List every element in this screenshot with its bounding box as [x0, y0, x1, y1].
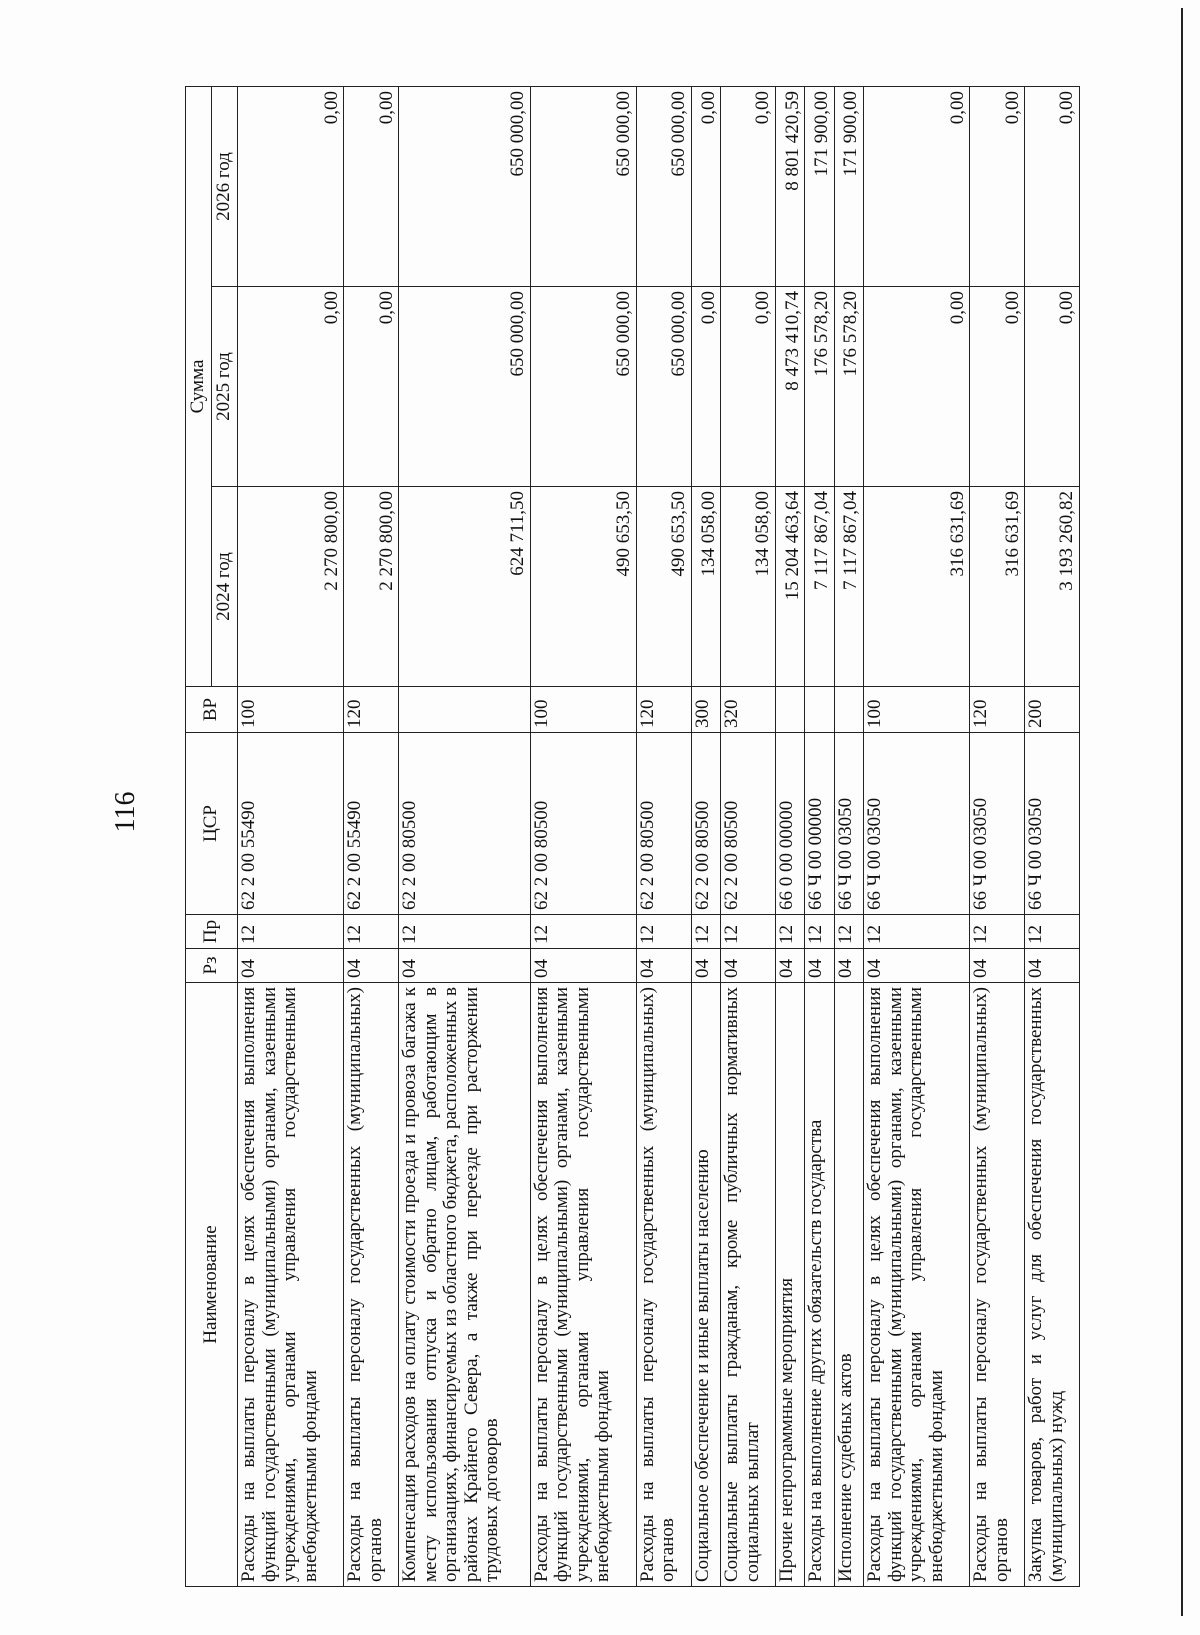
cell-2025: 650 000,00 [399, 287, 531, 487]
cell-2026: 8 801 420,59 [776, 87, 805, 287]
cell-rz: 04 [863, 949, 969, 983]
cell-rz: 04 [721, 949, 776, 983]
cell-name: Расходы на выплаты персоналу государственных (муниципальных) органов [970, 983, 1025, 1587]
cell-2024: 2 270 800,00 [238, 487, 344, 687]
cell-csr: 66 Ч 00 03050 [970, 733, 1025, 915]
cell-rz: 04 [691, 949, 720, 983]
cell-pr: 12 [530, 915, 636, 949]
page-number: 116 [110, 791, 141, 833]
header-sum: Сумма [186, 87, 212, 687]
cell-vr [805, 687, 834, 733]
cell-2025: 0,00 [238, 287, 344, 487]
header-vr: ВР [186, 687, 238, 733]
cell-rz: 04 [776, 949, 805, 983]
cell-2024: 7 117 867,04 [805, 487, 834, 687]
cell-2024: 316 631,69 [863, 487, 969, 687]
cell-vr: 120 [970, 687, 1025, 733]
cell-csr: 62 2 00 80500 [691, 733, 720, 915]
cell-pr: 12 [970, 915, 1025, 949]
table-row [721, 87, 776, 1587]
table-row [530, 87, 636, 1587]
cell-rz: 04 [636, 949, 691, 983]
cell-2024: 134 058,00 [691, 487, 720, 687]
cell-2025: 0,00 [344, 287, 399, 487]
cell-csr: 62 2 00 80500 [636, 733, 691, 915]
cell-name: Расходы на выплаты персоналу государственных (муниципальных) органов [344, 983, 399, 1587]
table-row [834, 87, 863, 1587]
cell-name: Закупка товаров, работ и услуг для обеспечения государственных (муниципальных) нужд [1025, 983, 1080, 1587]
cell-2025: 0,00 [691, 287, 720, 487]
cell-csr: 66 0 00 00000 [776, 733, 805, 915]
cell-2025: 8 473 410,74 [776, 287, 805, 487]
header-rz: Рз [186, 949, 238, 983]
cell-2026: 650 000,00 [530, 87, 636, 287]
cell-csr: 62 2 00 80500 [721, 733, 776, 915]
cell-rz: 04 [238, 949, 344, 983]
table-row [691, 87, 720, 1587]
cell-name: Расходы на выполнение других обязательств государства [805, 983, 834, 1587]
cell-rz: 04 [970, 949, 1025, 983]
cell-2026: 171 900,00 [834, 87, 863, 287]
cell-rz: 04 [834, 949, 863, 983]
cell-2025: 176 578,20 [834, 287, 863, 487]
cell-vr: 120 [344, 687, 399, 733]
cell-csr: 66 Ч 00 03050 [1025, 733, 1080, 915]
cell-2026: 0,00 [238, 87, 344, 287]
cell-2026: 0,00 [691, 87, 720, 287]
cell-csr: 66 Ч 00 03050 [863, 733, 969, 915]
cell-pr: 12 [238, 915, 344, 949]
cell-2026: 0,00 [970, 87, 1025, 287]
cell-pr: 12 [344, 915, 399, 949]
cell-2024: 15 204 463,64 [776, 487, 805, 687]
table-row [344, 87, 399, 1587]
cell-pr: 12 [399, 915, 531, 949]
cell-2026: 0,00 [1025, 87, 1080, 287]
cell-pr: 12 [691, 915, 720, 949]
cell-vr: 300 [691, 687, 720, 733]
header-2026: 2026 год [212, 87, 238, 287]
cell-pr: 12 [1025, 915, 1080, 949]
cell-rz: 04 [399, 949, 531, 983]
cell-csr: 66 Ч 00 00000 [805, 733, 834, 915]
table-body [238, 87, 1080, 1587]
cell-csr: 62 2 00 80500 [399, 733, 531, 915]
cell-2026: 0,00 [863, 87, 969, 287]
cell-vr [834, 687, 863, 733]
table-row [238, 87, 344, 1587]
table-row [1025, 87, 1080, 1587]
table-row [776, 87, 805, 1587]
cell-2026: 650 000,00 [636, 87, 691, 287]
cell-pr: 12 [834, 915, 863, 949]
cell-vr: 120 [636, 687, 691, 733]
cell-rz: 04 [805, 949, 834, 983]
margin-rule [1181, 8, 1183, 1616]
cell-name: Расходы на выплаты персоналу в целях обеспечения выполнения функций государственными (муниципальными) органами, казенными учреждениями, органами управления государственными внебюджетными фондами [238, 983, 344, 1587]
cell-2024: 2 270 800,00 [344, 487, 399, 687]
cell-2026: 0,00 [344, 87, 399, 287]
cell-vr [776, 687, 805, 733]
header-2025: 2025 год [212, 287, 238, 487]
table-row [636, 87, 691, 1587]
cell-2025: 0,00 [721, 287, 776, 487]
cell-pr: 12 [721, 915, 776, 949]
cell-name: Расходы на выплаты персоналу государственных (муниципальных) органов [636, 983, 691, 1587]
cell-2025: 0,00 [1025, 287, 1080, 487]
cell-pr: 12 [805, 915, 834, 949]
cell-name: Расходы на выплаты персоналу в целях обеспечения выполнения функций государственными (муниципальными) органами, казенными учреждениями, органами управления государственными внебюджетными фондами [863, 983, 969, 1587]
cell-2024: 490 653,50 [530, 487, 636, 687]
header-2024: 2024 год [212, 487, 238, 687]
cell-2025: 0,00 [970, 287, 1025, 487]
cell-2024: 490 653,50 [636, 487, 691, 687]
budget-table-sheet [185, 87, 1080, 1587]
cell-csr: 62 2 00 80500 [530, 733, 636, 915]
cell-2024: 7 117 867,04 [834, 487, 863, 687]
cell-2024: 134 058,00 [721, 487, 776, 687]
budget-table [185, 86, 1080, 1587]
header-pr: Пр [186, 915, 238, 949]
cell-2025: 650 000,00 [636, 287, 691, 487]
cell-2026: 171 900,00 [805, 87, 834, 287]
header-csr: ЦСР [186, 733, 238, 915]
cell-vr: 100 [238, 687, 344, 733]
cell-2024: 624 711,50 [399, 487, 531, 687]
cell-2024: 3 193 260,82 [1025, 487, 1080, 687]
cell-rz: 04 [1025, 949, 1080, 983]
cell-rz: 04 [530, 949, 636, 983]
cell-name: Компенсация расходов на оплату стоимости проезда и провоза багажа к месту использования отпуска и обратно лицам, работающим в организациях, финансируемых из областного бюджета, расположенных в районах Крайнего Севера, а также при переезде при расторжении трудовых договоров [399, 983, 531, 1587]
cell-2026: 650 000,00 [399, 87, 531, 287]
cell-name: Расходы на выплаты персоналу в целях обеспечения выполнения функций государственными (муниципальными) органами, казенными учреждениями, органами управления государственными внебюджетными фондами [530, 983, 636, 1587]
cell-2025: 176 578,20 [805, 287, 834, 487]
cell-2025: 0,00 [863, 287, 969, 487]
cell-vr: 100 [863, 687, 969, 733]
cell-csr: 62 2 00 55490 [344, 733, 399, 915]
cell-name: Социальное обеспечение и иные выплаты населению [691, 983, 720, 1587]
cell-vr: 100 [530, 687, 636, 733]
cell-2024: 316 631,69 [970, 487, 1025, 687]
table-row [970, 87, 1025, 1587]
cell-name: Социальные выплаты гражданам, кроме публичных нормативных социальных выплат [721, 983, 776, 1587]
cell-rz: 04 [344, 949, 399, 983]
header-name: Наименование [186, 983, 238, 1587]
cell-csr: 66 Ч 00 03050 [834, 733, 863, 915]
cell-vr [399, 687, 531, 733]
cell-csr: 62 2 00 55490 [238, 733, 344, 915]
cell-pr: 12 [863, 915, 969, 949]
cell-vr: 200 [1025, 687, 1080, 733]
cell-2026: 0,00 [721, 87, 776, 287]
cell-name: Исполнение судебных актов [834, 983, 863, 1587]
cell-2025: 650 000,00 [530, 287, 636, 487]
table-row [805, 87, 834, 1587]
cell-vr: 320 [721, 687, 776, 733]
cell-name: Прочие непрограммные мероприятия [776, 983, 805, 1587]
cell-pr: 12 [636, 915, 691, 949]
table-row [863, 87, 969, 1587]
table-row [399, 87, 531, 1587]
cell-pr: 12 [776, 915, 805, 949]
